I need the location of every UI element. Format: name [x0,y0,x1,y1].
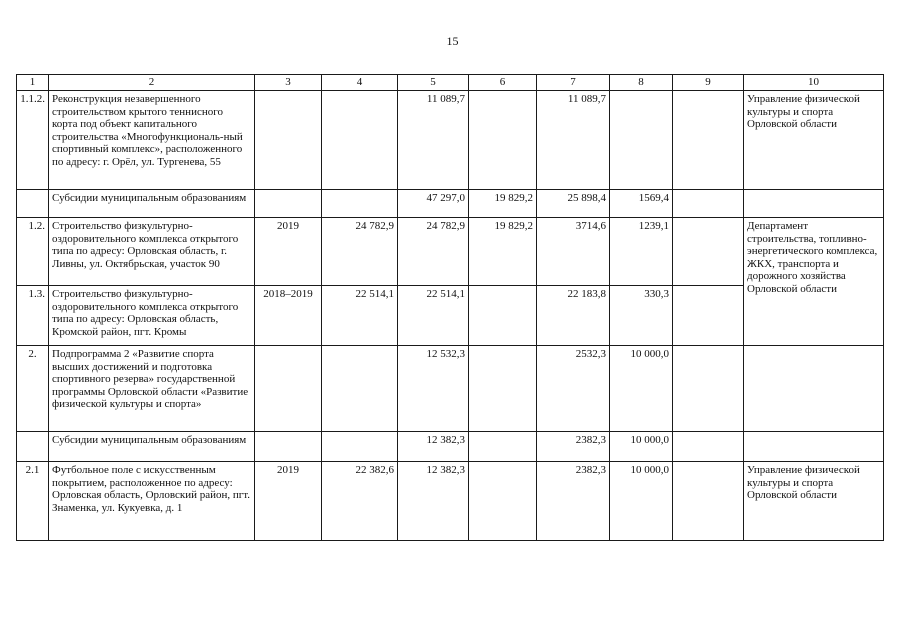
row-index: 2.1 [17,462,49,541]
row-index: 1.2. [17,218,49,286]
header-cell: 9 [673,75,744,91]
table-row [17,190,884,218]
page-number: 15 [446,34,459,48]
row-year [255,432,322,462]
row-col5: 11 089,7 [398,91,469,190]
row-name: Субсидии муниципальным образованиям [49,432,255,462]
row-col6 [469,91,537,190]
row-col9 [673,190,744,218]
row-col6: 19 829,2 [469,190,537,218]
row-col7: 3714,6 [537,218,610,286]
row-col9 [673,286,744,346]
row-col4 [322,190,398,218]
header-cell: 5 [398,75,469,91]
row-col5: 12 382,3 [398,462,469,541]
row-year [255,91,322,190]
row-year: 2019 [255,462,322,541]
header-row [17,75,884,91]
row-col4 [322,91,398,190]
header-cell: 8 [610,75,673,91]
row-name: Строительство физкультурно-оздоровительного комплекса открытого типа по адресу: Орловская область, г. Ливны, ул. Октябрьская, участок 90 [49,218,255,286]
row-col7: 11 089,7 [537,91,610,190]
row-responsible [744,190,884,218]
row-year: 2019 [255,218,322,286]
row-col4 [322,346,398,432]
row-col8: 1239,1 [610,218,673,286]
table-row [17,346,884,432]
row-col5: 24 782,9 [398,218,469,286]
row-name: Субсидии муниципальным образованиям [49,190,255,218]
row-name: Футбольное поле с искусственным покрытием, расположенное по адресу: Орловская область, Орловский район, пгт. Знаменка, ул. Кукуевка, д. 1 [49,462,255,541]
row-col9 [673,218,744,286]
row-year [255,190,322,218]
row-name: Подпрограмма 2 «Развитие спорта высших достижений и подготовка спортивного резерва» государственной программы Орловской области «Развитие физической культуры и спорта» [49,346,255,432]
row-col4: 22 382,6 [322,462,398,541]
table-row [17,218,884,286]
row-col8: 1569,4 [610,190,673,218]
row-responsible [744,346,884,432]
row-index: 1.3. [17,286,49,346]
row-col6 [469,286,537,346]
row-col4: 22 514,1 [322,286,398,346]
row-col8: 10 000,0 [610,432,673,462]
row-col8: 330,3 [610,286,673,346]
row-col4: 24 782,9 [322,218,398,286]
row-col9 [673,91,744,190]
row-col5: 12 532,3 [398,346,469,432]
row-index [17,190,49,218]
row-name: Строительство физкультурно-оздоровительного комплекса открытого типа по адресу: Орловская область, Кромской район, пгт. Кромы [49,286,255,346]
row-col8: 10 000,0 [610,346,673,432]
row-col6: 19 829,2 [469,218,537,286]
row-responsible [744,432,884,462]
row-col7: 25 898,4 [537,190,610,218]
row-index: 1.1.2. [17,91,49,190]
row-col5: 47 297,0 [398,190,469,218]
header-cell: 6 [469,75,537,91]
row-year: 2018–2019 [255,286,322,346]
row-col4 [322,432,398,462]
row-col6 [469,462,537,541]
row-col9 [673,462,744,541]
row-responsible: Управление физической культуры и спорта Орловской области [744,462,884,541]
row-year [255,346,322,432]
row-col9 [673,346,744,432]
row-col7: 22 183,8 [537,286,610,346]
row-col5: 12 382,3 [398,432,469,462]
row-col8 [610,91,673,190]
row-col6 [469,432,537,462]
row-name: Реконструкция незавершенного строительством крытого теннисного корта под объект капитального строительства «Многофункциональ-ный спортивный комплекс», расположенного по адресу: г. Орёл, ул. Тургенева, 55 [49,91,255,190]
row-index: 2. [17,346,49,432]
row-col7: 2382,3 [537,432,610,462]
row-col8: 10 000,0 [610,462,673,541]
row-col7: 2382,3 [537,462,610,541]
header-cell: 7 [537,75,610,91]
row-index [17,432,49,462]
header-cell: 2 [49,75,255,91]
row-col7: 2532,3 [537,346,610,432]
table-row [17,462,884,541]
table-row [17,432,884,462]
header-cell: 3 [255,75,322,91]
row-responsible: Департамент строительства, топливно-энергетического комплекса, ЖКХ, транспорта и дорожного хозяйства Орловской области [744,218,884,346]
row-col9 [673,432,744,462]
row-col5: 22 514,1 [398,286,469,346]
row-responsible: Управление физической культуры и спорта Орловской области [744,91,884,190]
header-cell: 10 [744,75,884,91]
header-cell: 4 [322,75,398,91]
row-col6 [469,346,537,432]
header-cell: 1 [17,75,49,91]
budget-table [16,74,884,541]
table-row [17,91,884,190]
